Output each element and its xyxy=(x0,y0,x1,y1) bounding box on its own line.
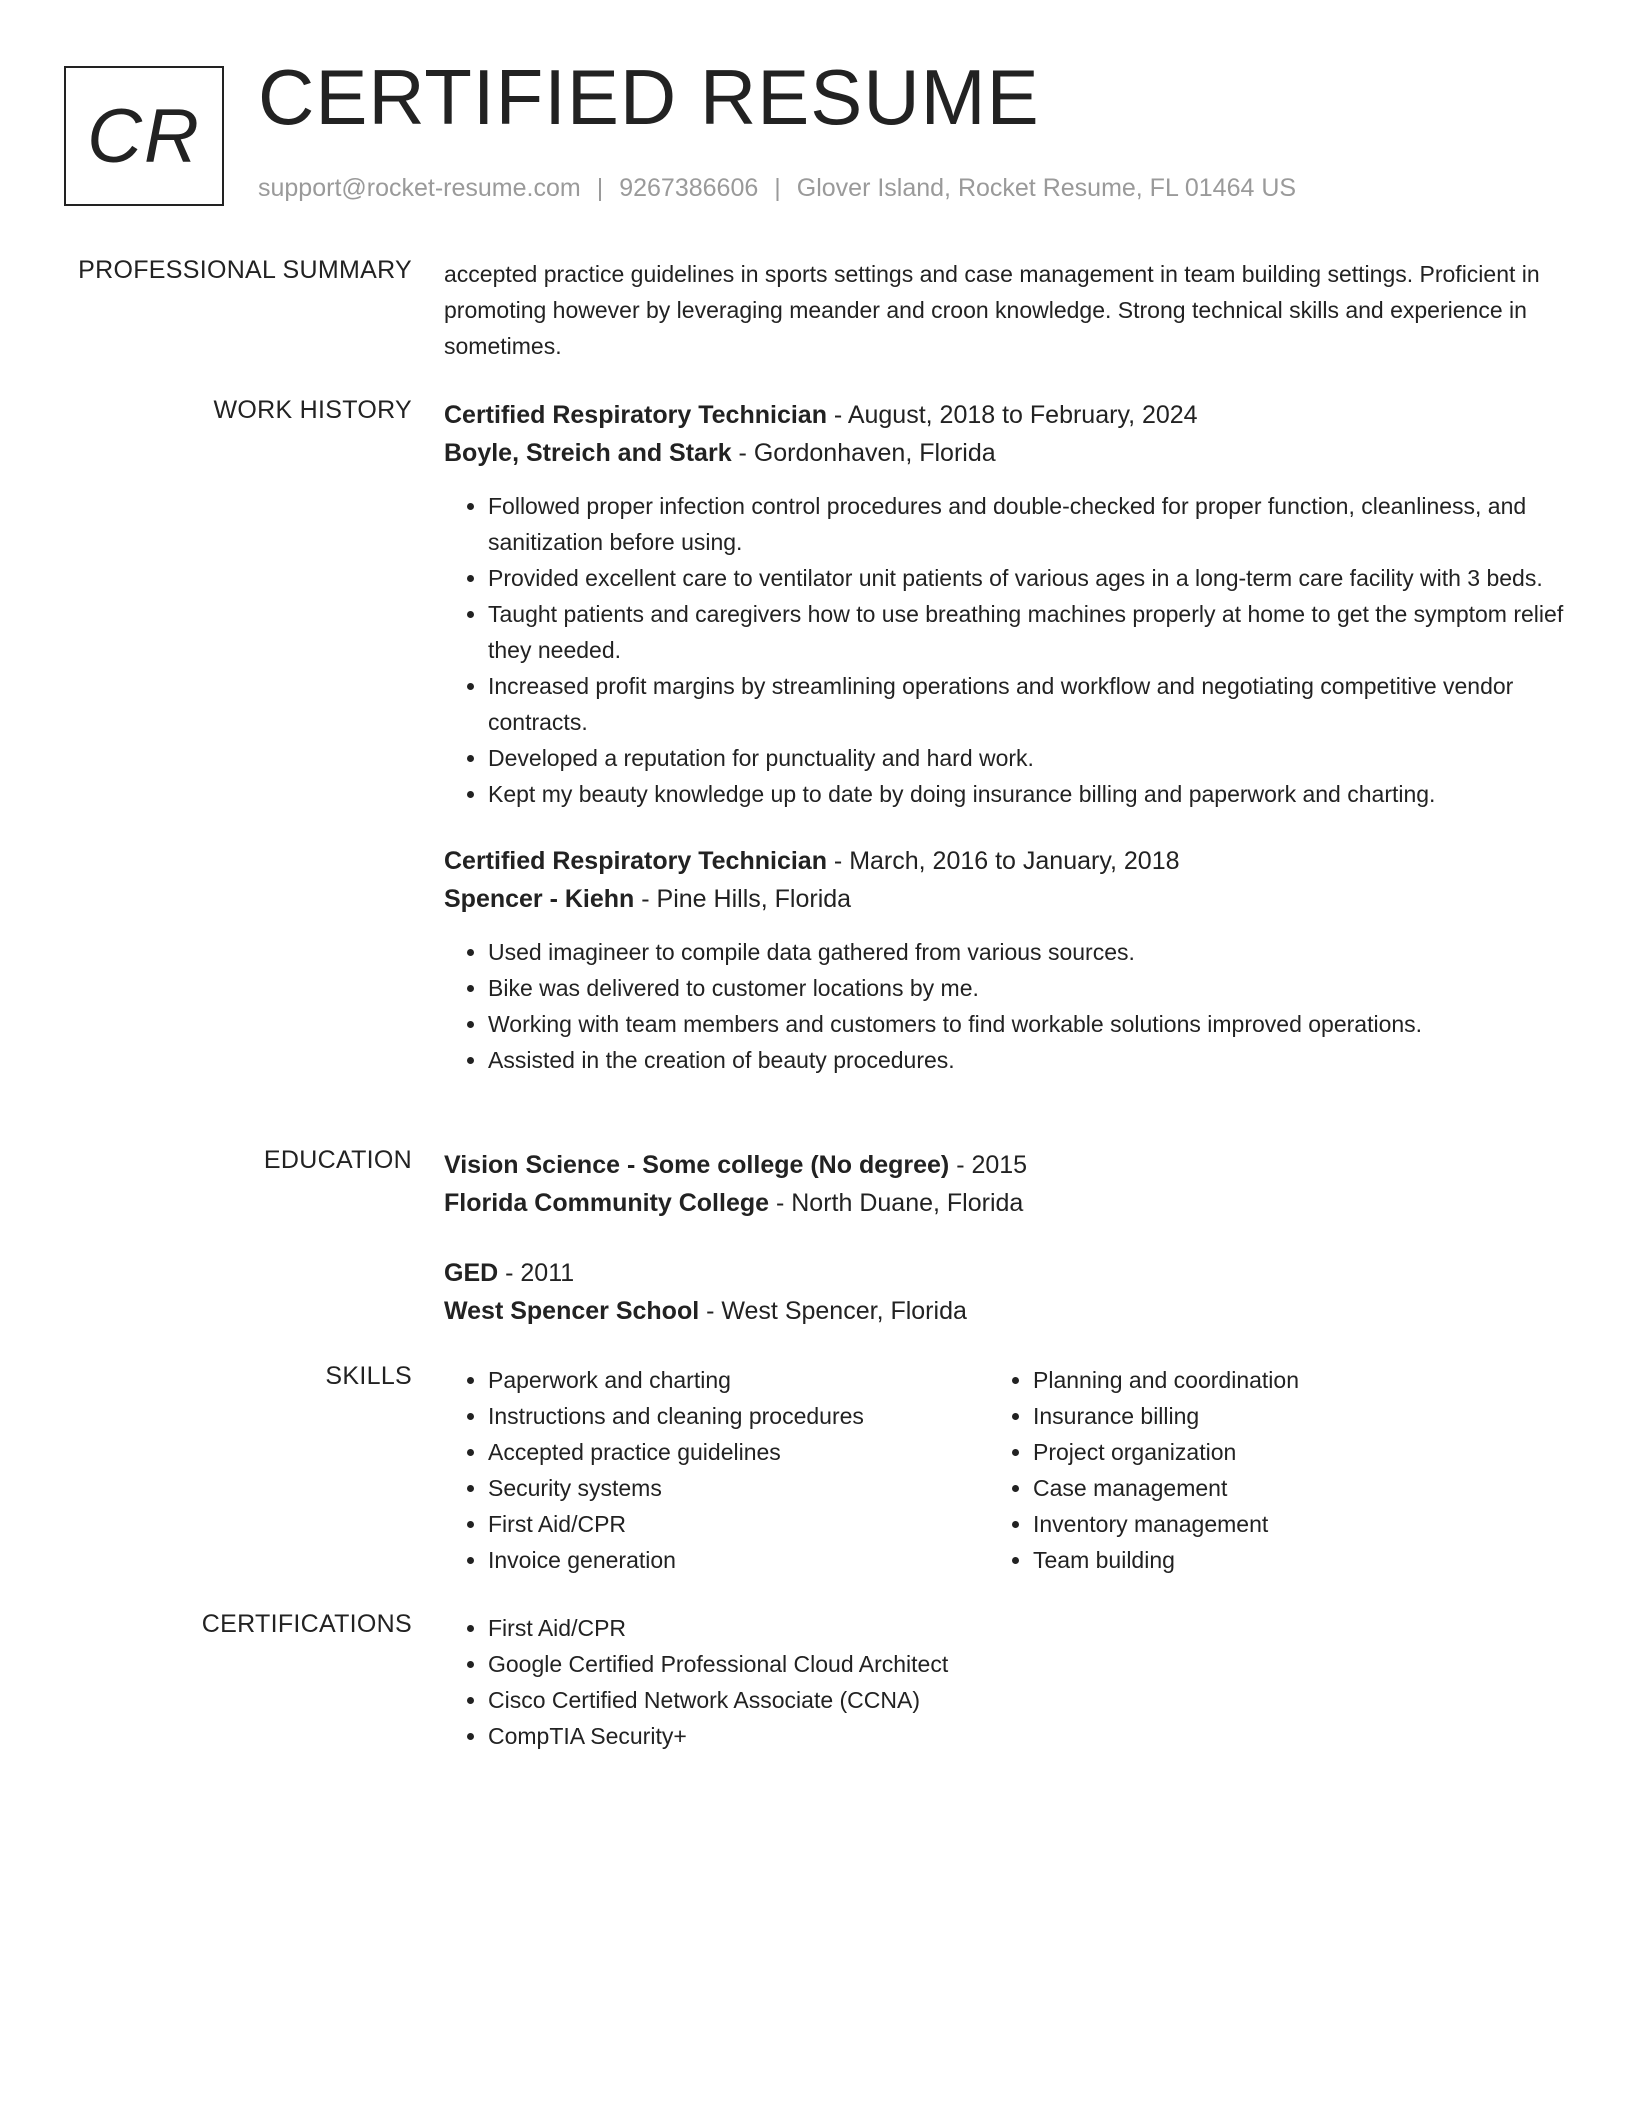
list-item: • Inventory management xyxy=(1033,1506,1534,1542)
school: Florida Community College xyxy=(444,1189,770,1217)
skills-content xyxy=(444,1362,1564,1578)
contact-phone: 9267386606 xyxy=(619,174,759,202)
list-item: • Working with team members and customers to find workable solutions improved operations. xyxy=(488,1006,1564,1042)
job-title-line xyxy=(444,842,1564,880)
list-item: • Cisco Certified Network Associate (CCNA) xyxy=(488,1682,1564,1718)
job-entry xyxy=(444,396,1564,812)
contact-email: support@rocket-resume.com xyxy=(258,174,581,202)
education-content xyxy=(444,1146,1564,1330)
skills-grid xyxy=(444,1362,1564,1578)
job-title: Certified Respiratory Technician xyxy=(444,847,827,875)
skills-label: SKILLS xyxy=(325,1362,412,1390)
school-location: - North Duane, Florida xyxy=(769,1189,1024,1217)
education-entry xyxy=(444,1146,1564,1222)
certifications-content xyxy=(444,1610,1564,1754)
list-item: • Accepted practice guidelines xyxy=(488,1434,989,1470)
job-company: Spencer - Kiehn xyxy=(444,885,635,913)
summary-text: accepted practice guidelines in sports settings and case management in team building settings. Proficient in promoting however by leveraging meander and croon knowledge. Strong technical skills and experience in sometimes. xyxy=(444,261,1540,359)
list-item: • Case management xyxy=(1033,1470,1534,1506)
list-item: • Google Certified Professional Cloud Architect xyxy=(488,1646,1564,1682)
school: West Spencer School xyxy=(444,1297,700,1325)
education-label: EDUCATION xyxy=(263,1146,412,1174)
job-bullets xyxy=(444,488,1564,812)
skills-list-right xyxy=(989,1362,1534,1578)
certifications-list xyxy=(444,1610,1564,1754)
job-entry xyxy=(444,842,1564,1078)
contact-separator: | xyxy=(596,174,604,202)
degree-year: - 2011 xyxy=(498,1259,575,1287)
list-item: • Insurance billing xyxy=(1033,1398,1534,1434)
school-location: - West Spencer, Florida xyxy=(699,1297,967,1325)
school-line xyxy=(444,1292,1564,1330)
list-item: • Planning and coordination xyxy=(1033,1362,1534,1398)
degree: Vision Science - Some college (No degree) xyxy=(444,1151,950,1179)
certifications-label: CERTIFICATIONS xyxy=(201,1610,412,1638)
monogram-initials: CR xyxy=(87,93,201,179)
list-item: • Invoice generation xyxy=(488,1542,989,1578)
list-item: • Team building xyxy=(1033,1542,1534,1578)
job-location: - Pine Hills, Florida xyxy=(634,885,852,913)
contact-address: Glover Island, Rocket Resume, FL 01464 US xyxy=(796,174,1297,202)
skills-list-left xyxy=(444,1362,989,1578)
degree-line xyxy=(444,1146,1564,1184)
job-location: - Gordonhaven, Florida xyxy=(731,439,996,467)
list-item: • CompTIA Security+ xyxy=(488,1718,1564,1754)
list-item: • First Aid/CPR xyxy=(488,1610,1564,1646)
job-dates: - August, 2018 to February, 2024 xyxy=(826,401,1198,429)
list-item: • Security systems xyxy=(488,1470,989,1506)
list-item: • Bike was delivered to customer locations by me. xyxy=(488,970,1564,1006)
job-company-line xyxy=(444,434,1564,472)
list-item: • Instructions and cleaning procedures xyxy=(488,1398,989,1434)
list-item: • Project organization xyxy=(1033,1434,1534,1470)
degree-line xyxy=(444,1254,1564,1292)
list-item: • Taught patients and caregivers how to use breathing machines properly at home to get the symptom relief they needed. xyxy=(488,596,1564,668)
job-company-line xyxy=(444,880,1564,918)
degree-year: - 2015 xyxy=(949,1151,1028,1179)
job-title: Certified Respiratory Technician xyxy=(444,401,827,429)
list-item: • Used imagineer to compile data gathered from various sources. xyxy=(488,934,1564,970)
summary-content xyxy=(444,256,1564,364)
job-title-line xyxy=(444,396,1564,434)
degree: GED xyxy=(444,1259,499,1287)
work-content xyxy=(444,396,1564,1078)
job-bullets xyxy=(444,934,1564,1078)
school-line xyxy=(444,1184,1564,1222)
summary-label: PROFESSIONAL SUMMARY xyxy=(78,256,412,284)
contact-line xyxy=(258,174,1296,203)
contact-separator: | xyxy=(774,174,781,202)
education-entry xyxy=(444,1254,1564,1330)
list-item: • Increased profit margins by streamlining operations and workflow and negotiating competitive vendor contracts. xyxy=(488,668,1564,740)
monogram-box xyxy=(64,66,224,206)
job-dates: - March, 2016 to January, 2018 xyxy=(826,847,1180,875)
list-item: • Developed a reputation for punctuality and hard work. xyxy=(488,740,1564,776)
work-label: WORK HISTORY xyxy=(213,396,412,424)
list-item: • Kept my beauty knowledge up to date by doing insurance billing and paperwork and charting. xyxy=(488,776,1564,812)
job-company: Boyle, Streich and Stark xyxy=(444,439,732,467)
list-item: • Assisted in the creation of beauty procedures. xyxy=(488,1042,1564,1078)
list-item: • Provided excellent care to ventilator unit patients of various ages in a long-term care facility with 3 beds. xyxy=(488,560,1564,596)
list-item: • Paperwork and charting xyxy=(488,1362,989,1398)
resume-name: CERTIFIED RESUME xyxy=(258,53,1040,141)
list-item: • First Aid/CPR xyxy=(488,1506,989,1542)
list-item: • Followed proper infection control procedures and double-checked for proper function, cleanliness, and sanitization before using. xyxy=(488,488,1564,560)
